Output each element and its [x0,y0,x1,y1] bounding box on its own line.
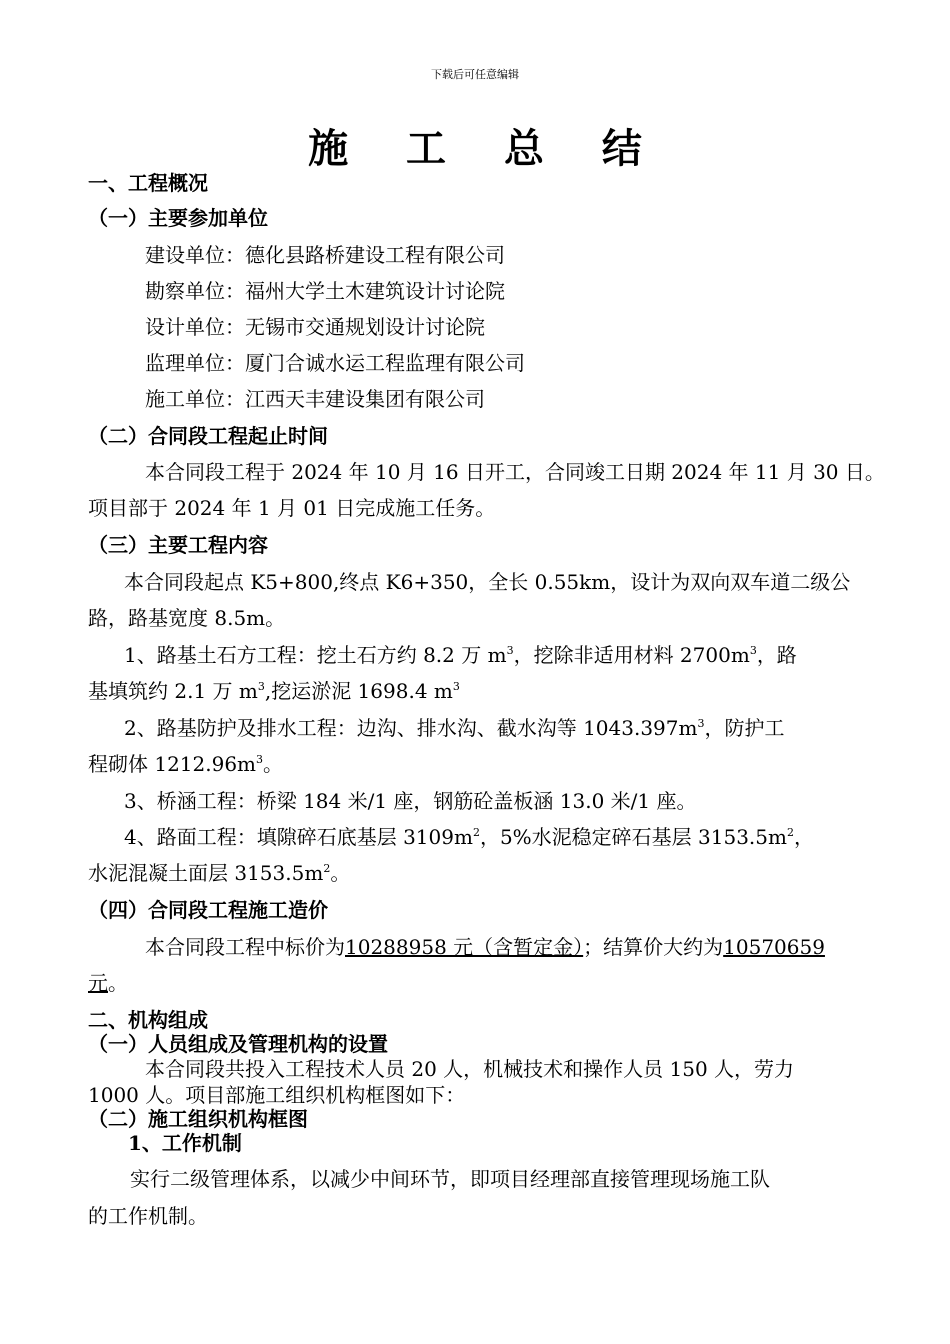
scope-item-4-text-a: 4、路面工程：填隙碎石底基层 3109m [124,825,473,849]
work-mechanism-line-2: 的工作机制。 [88,1204,208,1228]
subsection-1-2-heading: （二）合同段工程起止时间 [88,424,328,448]
section-1-heading: 一、工程概况 [88,171,208,195]
superscript-2: 2 [472,826,480,839]
superscript-3: 3 [506,644,514,657]
scope-item-1-line-1 [124,639,797,668]
subsection-2-1-heading: （一）人员组成及管理机构的设置 [88,1032,388,1056]
scope-intro-line-2: 路，路基宽度 8.5m。 [88,606,286,630]
superscript-2: 2 [786,826,794,839]
scope-item-3: 3、桥涵工程：桥梁 184 米/1 座，钢筋砼盖板涵 13.0 米/1 座。 [124,789,697,813]
cost-bid-prefix: 本合同段工程中标价为 [145,935,345,959]
scope-item-4-text-b: ，5%水泥稳定碎石基层 3153.5m [479,825,787,849]
work-mechanism-heading: 1、工作机制 [128,1131,242,1155]
scope-item-2-text-a: 2、路基防护及排水工程：边沟、排水沟、截水沟等 1043.397m [124,716,698,740]
superscript-3: 3 [256,753,264,766]
scope-item-1-text-d: 基填筑约 2.1 万 m [88,679,258,703]
subsection-1-3-heading: （三）主要工程内容 [88,533,268,557]
superscript-3: 3 [452,680,460,693]
cost-settle-prefix: ；结算价大约为 [583,935,724,959]
unit-line-contractor: 施工单位：江西天丰建设集团有限公司 [145,387,485,411]
unit-line-design: 设计单位：无锡市交通规划设计讨论院 [145,315,485,339]
staffing-line-2: 1000 人。项目部施工组织机构框图如下： [88,1083,466,1107]
unit-line-supervision: 监理单位：厦门合诚水运工程监理有限公司 [145,351,525,375]
scope-item-2-text-c: 程砌体 1212.96m [88,752,257,776]
unit-line-survey: 勘察单位：福州大学土木建筑设计讨论院 [145,279,505,303]
superscript-3: 3 [257,680,265,693]
schedule-line-1: 本合同段工程于 2024 年 10 月 16 日开工，合同竣工日期 2024 年 11 月 30 日。 [145,460,885,484]
section-2-heading: 二、机构组成 [88,1008,208,1032]
scope-item-1-text-c: ，路 [756,643,797,667]
settlement-unit: 元 [88,971,108,995]
scope-item-1-text-e: ,挖运淤泥 1698.4 m [264,679,453,703]
cost-end: 。 [108,971,128,995]
schedule-line-2: 项目部于 2024 年 1 月 01 日完成施工任务。 [88,496,496,520]
scope-item-1-line-2 [88,675,460,704]
scope-item-4-line-1 [124,821,814,850]
scope-item-4-text-d: 水泥混凝土面层 3153.5m [88,861,324,885]
scope-item-2-line-2 [88,748,283,777]
superscript-3: 3 [697,717,705,730]
unit-line-owner: 建设单位：德化县路桥建设工程有限公司 [145,243,505,267]
cost-line-2 [88,967,128,996]
superscript-3: 3 [749,644,757,657]
superscript-2: 2 [323,862,331,875]
cost-line-1 [145,931,825,960]
scope-item-1-text-a: 1、路基土石方工程：挖土石方约 8.2 万 m [124,643,507,667]
scope-item-2-line-1 [124,712,784,741]
scope-intro-line-1: 本合同段起点 K5+800,终点 K6+350，全长 0.55km，设计为双向双车道二级公 [124,570,851,594]
work-mechanism-line-1: 实行二级管理体系，以减少中间环节，即项目经理部直接管理现场施工队 [130,1167,770,1191]
subsection-1-1-heading: （一）主要参加单位 [88,206,268,230]
bid-price: 10288958 元（含暂定金） [345,935,584,959]
header-note: 下载后可任意编辑 [431,68,519,81]
scope-item-2-text-d: 。 [263,752,284,776]
staffing-line-1: 本合同段共投入工程技术人员 20 人，机械技术和操作人员 150 人，劳力 [145,1057,795,1081]
scope-item-2-text-b: ，防护工 [704,716,785,740]
subsection-2-2-heading: （二）施工组织机构框图 [88,1107,308,1131]
page-title: 施 工 总 结 [308,125,664,172]
settlement-price: 10570659 [723,935,825,959]
scope-item-4-text-e: 。 [330,861,351,885]
scope-item-4-line-2 [88,857,350,886]
subsection-1-4-heading: （四）合同段工程施工造价 [88,898,328,922]
scope-item-4-text-c: ， [793,825,814,849]
scope-item-1-text-b: ，挖除非适用材料 2700m [513,643,750,667]
